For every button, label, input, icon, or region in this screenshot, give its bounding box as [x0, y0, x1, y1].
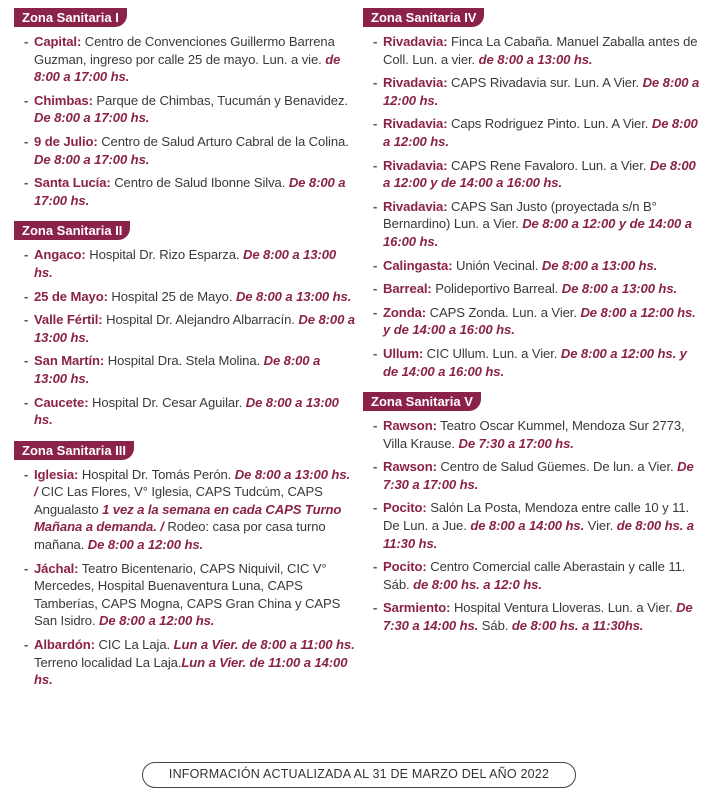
- location-entry: [363, 74, 705, 109]
- bullet-dash: -: [24, 175, 29, 191]
- location-entry: [363, 257, 705, 275]
- zone-header: Zona Sanitaria V: [363, 392, 481, 411]
- bullet-dash: -: [24, 133, 29, 149]
- schedule-text: De 8:00 a 13:00 hs. /: [34, 466, 351, 500]
- zone-zona-sanitaria-iv: [363, 8, 705, 380]
- bullet-dash: -: [373, 281, 378, 297]
- location-name: Santa Lucía:: [34, 175, 111, 191]
- schedule-text: De 8:00 a 12:00 hs.: [87, 537, 204, 553]
- schedule-text: Lun a Vier. de 11:00 a 14:00 hs.: [34, 654, 348, 688]
- zone-header: Zona Sanitaria III: [14, 441, 134, 460]
- schedule-text: De 8:00 a 13:00 hs.: [541, 257, 658, 273]
- location-entry: [14, 560, 356, 630]
- address-text: Hospital Dra. Stela Molina.: [104, 353, 264, 369]
- location-name: 9 de Julio:: [34, 133, 98, 149]
- bullet-dash: -: [24, 353, 29, 369]
- schedule-text: De 8:00 a 13:00 hs.: [235, 288, 352, 304]
- address-text: Centro de Convenciones Guillermo Barrena Guzman, ingreso por calle 25 de mayo. Lun. a vie.: [34, 34, 335, 67]
- bullet-dash: -: [373, 257, 378, 273]
- location-entry: [14, 133, 356, 168]
- schedule-text: de 8:00 a 17:00 hs.: [34, 51, 341, 85]
- bullet-dash: -: [24, 288, 29, 304]
- location-entry: [14, 466, 356, 554]
- location-entry: [14, 394, 356, 429]
- schedule-text: De 8:00 a 12:00 hs. y de 14:00 a 16:00 hs.: [383, 304, 696, 338]
- address-text: Parque de Chimbas, Tucumán y Benavidez.: [92, 92, 348, 108]
- location-name: Rivadavia:: [383, 116, 448, 132]
- address-text: CAPS Rivadavia sur. Lun. A Vier.: [447, 75, 643, 91]
- schedule-text: De 8:00 a 13:00 hs.: [34, 394, 339, 428]
- bullet-dash: -: [373, 559, 378, 575]
- schedule-text: De 8:00 a 17:00 hs.: [34, 175, 346, 208]
- address-text: Salón La Posta, Mendoza entre calle 10 y 11. De Lun. a Jue.: [383, 500, 690, 534]
- bullet-dash: -: [24, 34, 29, 49]
- location-name: Zonda:: [383, 304, 427, 320]
- zone-zona-sanitaria-iii: [14, 441, 356, 689]
- address-text: Polideportivo Barreal.: [431, 281, 562, 297]
- bullet-dash: -: [24, 637, 29, 653]
- bullet-dash: -: [373, 500, 378, 516]
- bullet-dash: -: [24, 312, 29, 328]
- address-text: Vier.: [584, 518, 617, 534]
- address-text: Rodeo: casa por casa turno mañana.: [34, 519, 326, 553]
- location-entry: [363, 304, 705, 339]
- location-entry: [14, 92, 356, 127]
- schedule-text: De 7:30 a 17:00 hs.: [458, 435, 574, 451]
- location-entry: [363, 599, 705, 634]
- bullet-dash: -: [24, 247, 29, 263]
- schedule-text: De 8:00 a 13:00 hs.: [34, 353, 321, 386]
- address-text: Centro Comercial calle Aberastain y calle 11. Sáb.: [383, 559, 686, 592]
- location-name: Rivadavia:: [383, 198, 448, 214]
- schedule-text: 1 vez a la semana en cada CAPS Turno Mañana a demanda. /: [34, 501, 342, 535]
- location-entry: [14, 33, 356, 86]
- bullet-dash: -: [373, 198, 378, 214]
- location-name: Rawson:: [383, 459, 437, 475]
- address-text: CAPS Rene Favaloro. Lun. a Vier.: [447, 157, 650, 173]
- location-name: Ullum:: [383, 345, 424, 361]
- schedule-text: De 8:00 a 17:00 hs.: [34, 151, 150, 167]
- schedule-text: de 8:00 hs. a 12:0 hs.: [413, 576, 542, 592]
- location-entry: [363, 558, 705, 593]
- left-column: [14, 8, 356, 701]
- address-text: Centro de Salud Güemes. De lun. a Vier.: [436, 459, 678, 475]
- schedule-text: De 8:00 a 17:00 hs.: [34, 110, 150, 126]
- right-column: [363, 8, 705, 647]
- location-entry: [363, 115, 705, 150]
- schedule-text: Lun a Vier. de 8:00 a 11:00 hs.: [173, 637, 355, 653]
- location-name: Angaco:: [34, 247, 86, 263]
- address-text: Hospital Dr. Cesar Aguilar.: [88, 394, 246, 410]
- address-text: Hospital Dr. Alejandro Albarracín.: [102, 312, 299, 328]
- schedule-text: De 8:00 a 13:00 hs.: [561, 281, 678, 297]
- address-text: Hospital Ventura Lloveras. Lun. a Vier.: [450, 600, 677, 616]
- location-entry: [363, 198, 705, 251]
- location-entry: [363, 33, 705, 68]
- address-text: Teatro Oscar Kummel, Mendoza Sur 2773, Villa Krause.: [383, 418, 685, 451]
- schedule-text: De 8:00 a 12:00 hs.: [99, 613, 215, 629]
- location-entry: [14, 636, 356, 689]
- address-text: Centro de Salud Arturo Cabral de la Colina.: [97, 133, 349, 149]
- bullet-dash: -: [373, 418, 378, 434]
- location-name: Caucete:: [34, 394, 89, 410]
- bullet-dash: -: [373, 157, 378, 173]
- address-text: Hospital Dr. Rizo Esparza.: [85, 247, 243, 263]
- schedule-text: de 8:00 a 13:00 hs.: [478, 51, 593, 67]
- zone-zona-sanitaria-i: [14, 8, 356, 209]
- location-name: 25 de Mayo:: [34, 288, 108, 304]
- location-entry: [14, 288, 356, 306]
- schedule-text: De 7:30 a 17:00 hs.: [383, 459, 694, 492]
- location-name: Valle Fértil:: [34, 312, 103, 328]
- zone-zona-sanitaria-v: [363, 392, 705, 635]
- bullet-dash: -: [373, 34, 378, 49]
- location-name: Capital:: [34, 34, 82, 49]
- address-text: Teatro Bicentenario, CAPS Niquivil, CIC V° Mercedes, Hospital Buenaventura Luna, CAPS Tamberías, CAPS Mogna, CAPS Gran China y CAPS San Isidro.: [34, 560, 341, 629]
- location-entry: [363, 345, 705, 380]
- zone-header: Zona Sanitaria II: [14, 221, 130, 240]
- bullet-dash: -: [24, 394, 29, 410]
- bullet-dash: -: [373, 304, 378, 320]
- address-text: Finca La Cabaña. Manuel Zaballa antes de Coll. Lun. a vier.: [383, 34, 698, 67]
- bullet-dash: -: [24, 560, 29, 576]
- address-text: Caps Rodriguez Pinto. Lun. A Vier.: [447, 116, 652, 132]
- schedule-text: de 8:00 a 14:00 hs.: [470, 518, 585, 534]
- location-name: Jáchal:: [34, 560, 79, 576]
- zone-header: Zona Sanitaria IV: [363, 8, 484, 27]
- address-text: CAPS Zonda. Lun. a Vier.: [426, 304, 581, 320]
- schedule-text: De 7:30 a 14:00 hs.: [383, 600, 693, 634]
- schedule-text: De 8:00 a 12:00 hs.: [383, 116, 698, 149]
- update-notice: INFORMACIÓN ACTUALIZADA AL 31 DE MARZO DEL AÑO 2022: [142, 762, 576, 788]
- location-name: Albardón:: [34, 637, 95, 653]
- address-text: Hospital Dr. Tomás Perón.: [78, 466, 235, 482]
- address-text: Sáb.: [478, 618, 512, 634]
- bullet-dash: -: [373, 116, 378, 132]
- bullet-dash: -: [373, 75, 378, 91]
- schedule-text: de 8:00 hs. a 11:30 hs.: [383, 518, 694, 551]
- address-text: Terreno localidad La Laja.: [34, 654, 182, 670]
- location-name: San Martín:: [34, 353, 105, 369]
- location-name: Pocito:: [383, 559, 427, 575]
- location-name: Calingasta:: [383, 257, 453, 273]
- schedule-text: De 8:00 a 12:00 y de 14:00 a 16:00 hs.: [383, 157, 696, 191]
- location-name: Chimbas:: [34, 92, 93, 108]
- location-entry: [14, 352, 356, 387]
- address-text: Centro de Salud Ibonne Silva.: [110, 175, 289, 191]
- location-entry: [14, 246, 356, 281]
- address-text: CIC Ullum. Lun. a Vier.: [423, 345, 561, 361]
- location-entry: [363, 157, 705, 192]
- location-name: Sarmiento:: [383, 600, 451, 616]
- bullet-dash: -: [373, 459, 378, 475]
- address-text: CAPS San Justo (proyectada s/n B° Bernardino) Lun. a Vier.: [383, 198, 657, 232]
- address-text: Unión Vecinal.: [452, 257, 542, 273]
- schedule-text: De 8:00 a 12:00 hs. y de 14:00 a 16:00 hs.: [383, 345, 687, 379]
- zone-header: Zona Sanitaria I: [14, 8, 127, 27]
- schedule-text: De 8:00 a 12:00 y de 14:00 a 16:00 hs.: [383, 216, 692, 249]
- bullet-dash: -: [373, 345, 378, 361]
- location-name: Rivadavia:: [383, 157, 448, 173]
- location-entry: [14, 311, 356, 346]
- address-text: CIC Las Flores, V° Iglesia, CAPS Tudcúm, CAPS Angualasto: [34, 484, 323, 517]
- location-name: Rivadavia:: [383, 75, 448, 91]
- schedule-text: De 8:00 a 13:00 hs.: [34, 247, 337, 280]
- bullet-dash: -: [24, 466, 29, 482]
- location-entry: [363, 280, 705, 298]
- schedule-text: de 8:00 hs. a 11:30hs.: [511, 618, 644, 634]
- location-name: Rawson:: [383, 418, 437, 434]
- schedule-text: De 8:00 a 13:00 hs.: [34, 312, 355, 345]
- location-name: Pocito:: [383, 500, 427, 516]
- location-entry: [14, 174, 356, 209]
- location-entry: [363, 499, 705, 552]
- address-text: Hospital 25 de Mayo.: [107, 288, 236, 304]
- location-entry: [363, 417, 705, 452]
- address-text: CIC La Laja.: [94, 637, 174, 653]
- location-name: Barreal:: [383, 281, 432, 297]
- bullet-dash: -: [24, 92, 29, 108]
- zone-zona-sanitaria-ii: [14, 221, 356, 428]
- schedule-text: De 8:00 a 12:00 hs.: [383, 75, 700, 108]
- bullet-dash: -: [373, 600, 378, 616]
- location-name: Iglesia:: [34, 466, 79, 482]
- location-name: Rivadavia:: [383, 34, 448, 49]
- location-entry: [363, 458, 705, 493]
